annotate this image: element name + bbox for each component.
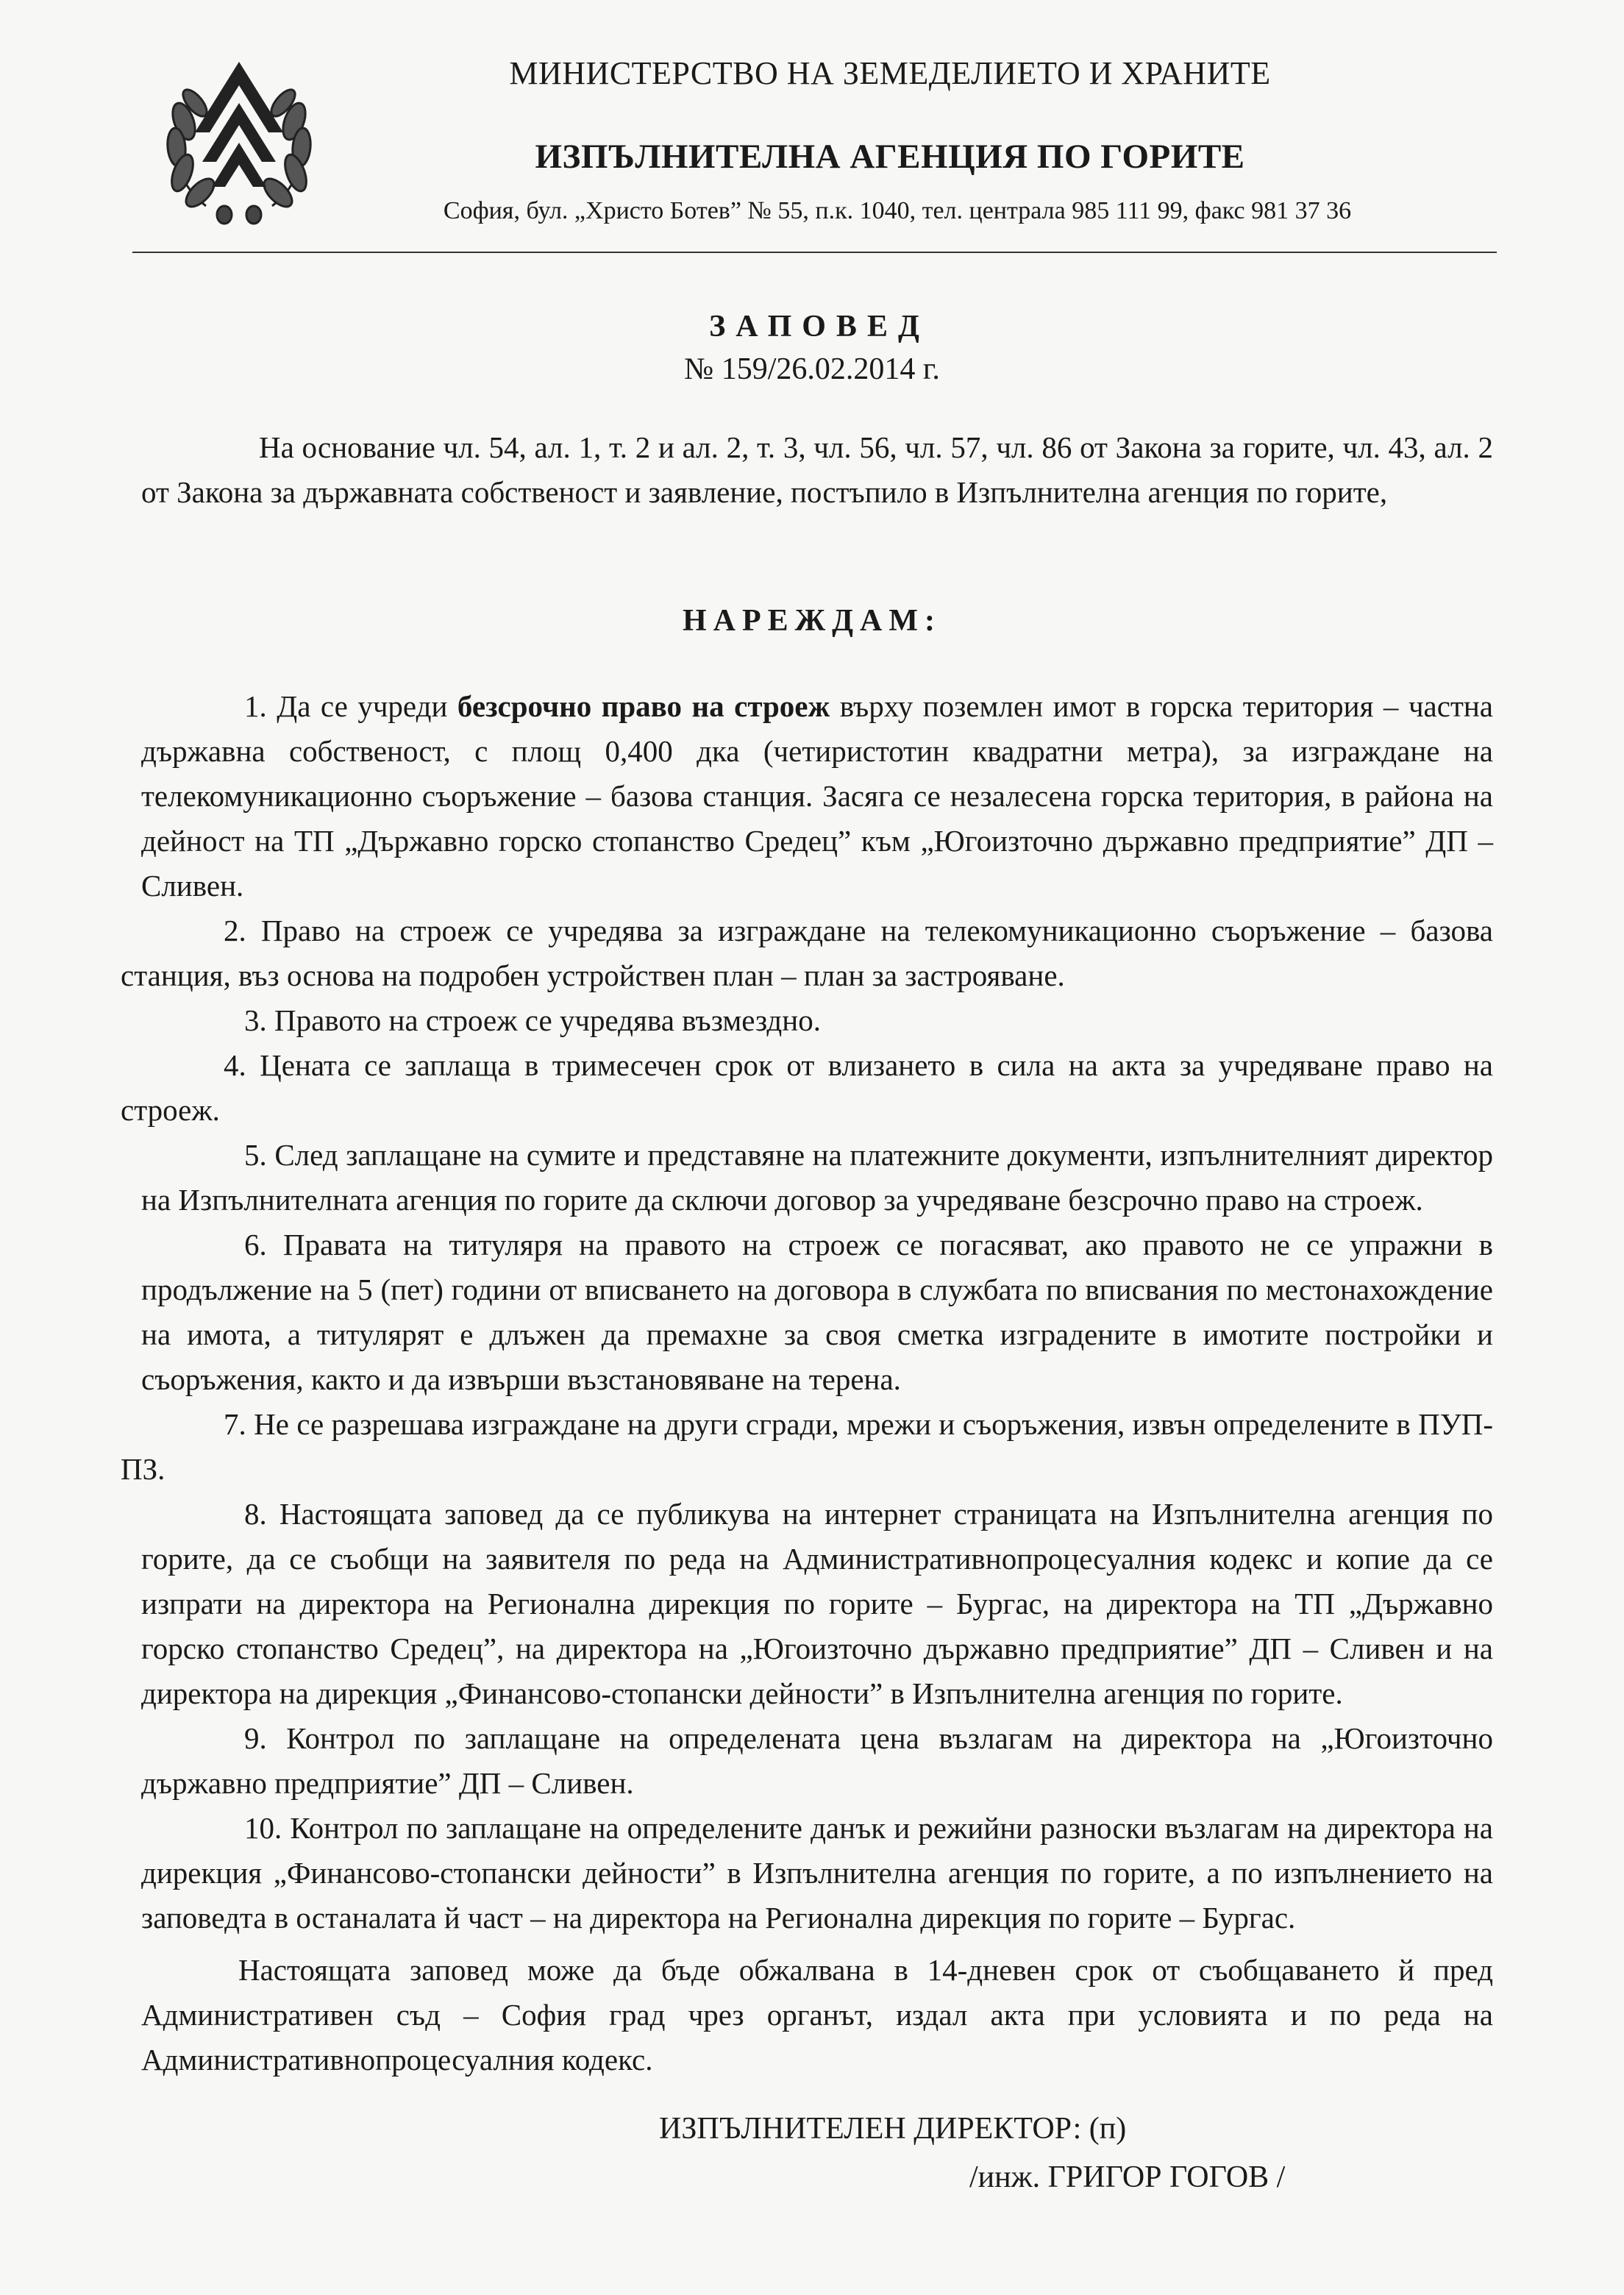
- order-item-1-prefix: 1. Да се учреди: [244, 689, 457, 723]
- order-item-1-rest: върху поземлен имот в горска територия – частна държавна собственост, с площ 0,400 дка (четиристотин квадратни метра), за изграждане на телекомуникационно съоръжение – базова станция. Засяга се незалесена горска територия, в района на дейност на ТП „Държавно горско стопанство Средец” към „Югоизточно държавно предприятие” ДП – Сливен.: [141, 689, 1494, 903]
- agency-address: София, бул. „Христо Ботев” № 55, п.к. 1040, тел. централа 985 111 99, факс 981 37 36: [443, 197, 1352, 224]
- ministry-name: МИНИСТЕРСТВО НА ЗЕМЕДЕЛИЕТО И ХРАНИТЕ: [509, 55, 1271, 91]
- signatory-title: ИЗПЪЛНИТЕЛЕН ДИРЕКТОР: (п): [659, 2112, 1127, 2146]
- appeal-paragraph: [141, 1948, 1493, 2082]
- order-item-5: 5. След заплащане на сумите и представяне на платежните документи, изпълнителният директор на Изпълнителната агенция по горите да сключи договор за учредяване безсрочно право на строеж.: [141, 1138, 1493, 1217]
- order-number: № 159/26.02.2014 г.: [684, 352, 940, 386]
- agency-name: ИЗПЪЛНИТЕЛНА АГЕНЦИЯ ПО ГОРИТЕ: [535, 138, 1245, 176]
- forestry-emblem-icon: [154, 51, 324, 228]
- order-title: ЗАПОВЕД: [709, 310, 930, 344]
- order-item-10: 10. Контрол по заплащане на определените данък и режийни разноски възлагам на директора на дирекция „Финансово-стопански дейности” в Изпълнителна агенция по горите, а по изпълнението на заповедта в останалата й част – на директора на Регионална дирекция по горите – Бургас.: [141, 1811, 1493, 1935]
- order-item-1: [141, 684, 1493, 908]
- intro-paragraph: На основание чл. 54, ал. 1, т. 2 и ал. 2, т. 3, чл. 56, чл. 57, чл. 86 от Закона за горите, чл. 43, ал. 2 от Закона за държавната собственост и заявление, постъпило в Изпълнителна агенция по горите,: [141, 430, 1493, 509]
- order-item-6: 6. Правата на титуляря на правото на строеж се погасяват, ако правото не се упражни в продължение на 5 (пет) години от вписването на договора в службата по вписвания по местонахождение на имота, а титулярят е длъжен да премахне за своя сметка изградените в имотите постройки и съоръжения, както и да извърши възстановяване на терена.: [141, 1228, 1493, 1396]
- order-item-2: 2. Право на строеж се учредява за изграждане на телекомуникационно съоръжение – базова станция, въз основа на подробен устройствен план – план за застрояване.: [121, 914, 1493, 992]
- order-item-9: 9. Контрол по заплащане на определената цена възлагам на директора на „Югоизточно държавно предприятие” ДП – Сливен.: [141, 1721, 1493, 1800]
- order-item-4: 4. Цената се заплаща в тримесечен срок от влизането в сила на акта за учредяване право на строеж.: [121, 1048, 1493, 1127]
- order-item-8: 8. Настоящата заповед да се публикува на интернет страницата на Изпълнителна агенция по горите, да се съобщи на заявителя по реда на Административнопроцесуалния кодекс и копие да се изпрати на директора на Регионална дирекция по горите – Бургас, на директора на ТП „Държавно горско стопанство Средец”, на директора на „Югоизточно държавно предприятие” ДП – Сливен и на директора на дирекция „Финансово-стопански дейности” в Изпълнителна агенция по горите.: [141, 1497, 1493, 1710]
- order-items: [121, 684, 1494, 1940]
- order-item-3: 3. Правото на строеж се учредява възмездно.: [244, 1003, 821, 1037]
- decree-heading: НАРЕЖДАМ:: [682, 604, 942, 638]
- signatory-name: /инж. ГРИГОР ГОГОВ /: [969, 2160, 1286, 2194]
- header-divider: [132, 252, 1497, 253]
- order-item-7: 7. Не се разрешава изграждане на други сгради, мрежи и съоръжения, извън определените в ПУП-ПЗ.: [121, 1407, 1493, 1486]
- order-item-1-bold: безсрочно право на строеж: [457, 689, 830, 723]
- appeal-text: Настоящата заповед може да бъде обжалвана в 14-дневен срок от съобщаването й пред Административен съд – София град чрез органът, издал акта при условията и по реда на Административнопроцесуалния кодекс.: [141, 1953, 1493, 2077]
